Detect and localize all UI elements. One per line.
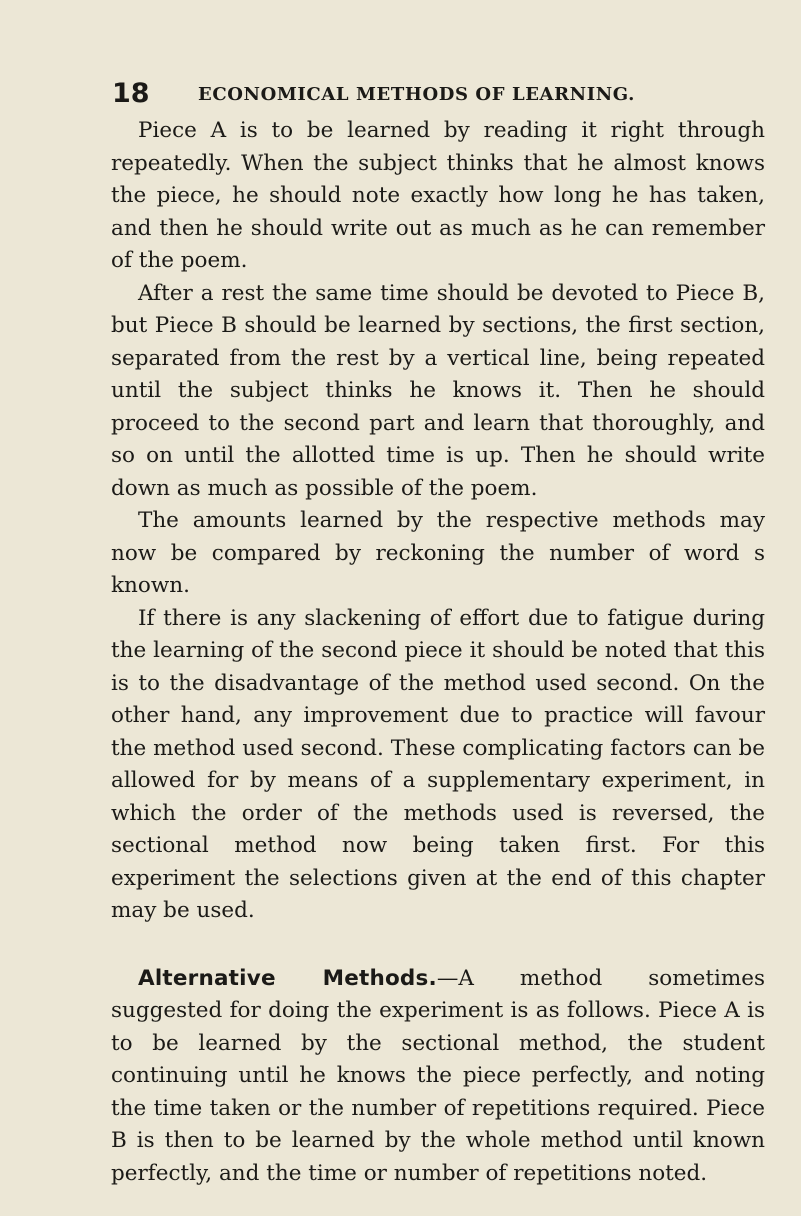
paragraph-piece-a: Piece A is to be learned by reading it right through repeatedly. When the subject thinks that he almost knows the piece, he should note exactly how long he has taken, and then he should write out as much as he can remember of the poem.: [111, 118, 765, 273]
paragraph-comparison: The amounts learned by the respective methods may now be compared by reckoning the number of word s known.: [111, 508, 765, 598]
page-header: [112, 72, 762, 112]
section-text: —A method sometimes suggested for doing the experiment is as follows. Piece A is to be learned by the sectional method, the student continuing until he knows the piece perfectly, and noting the time taken or the number of repetitions required. Piece B is then to be learned by the whole method until known perfectly, and the time or number of repetitions noted.: [111, 965, 766, 1186]
page-number: 18: [112, 78, 150, 109]
section-title: Alternative Methods.: [138, 965, 437, 991]
paragraph-alternative-methods: [111, 963, 765, 1191]
paragraph-fatigue: If there is any slackening of effort due to fatigue during the learning of the second piece it should be noted that this is to the disadvantage of the method used second. On the other hand, any improvement due to practice will favour the method used second. These complicating factors can be allowed for by means of a supplementary experiment, in which the order of the methods used is reversed, the sectional method now being taken first. For this experiment the selections given at the end of this chapter may be used.: [111, 605, 765, 923]
body-text: [111, 115, 765, 1190]
paragraph-piece-b: After a rest the same time should be devoted to Piece B, but Piece B should be learned by sections, the first section, separated from the rest by a vertical line, being repeated until the subject thinks he knows it. Then he should proceed to the second part and learn that thoroughly, and so on until the allotted time is up. Then he should write down as much as possible of the poem.: [111, 280, 765, 501]
running-head: ECONOMICAL METHODS OF LEARNING.: [198, 84, 635, 105]
